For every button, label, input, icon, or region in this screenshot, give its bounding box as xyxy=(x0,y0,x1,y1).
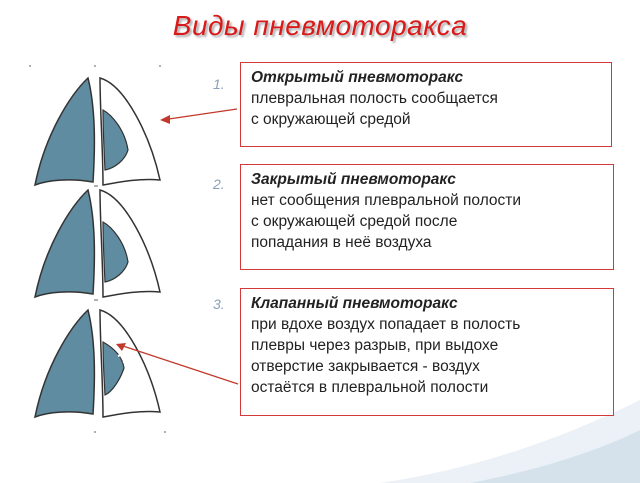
info-box-open xyxy=(240,62,612,147)
item-line: с окружающей средой после xyxy=(251,213,458,230)
item-number-3: 3. xyxy=(213,296,225,312)
left-lung xyxy=(35,190,94,297)
item-line: плевральная полость сообщается xyxy=(251,90,498,107)
item-line: остаётся в плевральной полости xyxy=(251,379,489,396)
item-heading: Открытый пневмоторакс xyxy=(251,69,464,86)
item-line: при вдохе воздух попадает в полость xyxy=(251,316,521,333)
item-line: нет сообщения плевральной полости xyxy=(251,192,522,209)
item-line: попадания в неё воздуха xyxy=(251,234,432,251)
info-box-closed xyxy=(240,164,614,270)
slide-title: Виды пневмоторакса xyxy=(172,10,468,41)
info-box-valve xyxy=(240,288,614,416)
item-heading: Закрытый пневмоторакс xyxy=(251,171,456,188)
item-number-2: 2. xyxy=(213,176,225,192)
lung-diagram-open xyxy=(35,78,160,185)
item-line: отверстие закрывается - воздух xyxy=(251,358,480,375)
item-number-1: 1. xyxy=(213,76,225,92)
left-lung xyxy=(35,310,94,417)
item-heading: Клапанный пневмоторакс xyxy=(251,295,458,312)
item-line: с окружающей средой xyxy=(251,111,411,128)
item-line: плевры через разрыв, при выдохе xyxy=(251,337,499,354)
arrow-1 xyxy=(162,109,237,120)
lung-diagram-valve xyxy=(35,310,160,417)
lung-diagram-closed xyxy=(35,190,160,297)
left-lung xyxy=(35,78,94,185)
